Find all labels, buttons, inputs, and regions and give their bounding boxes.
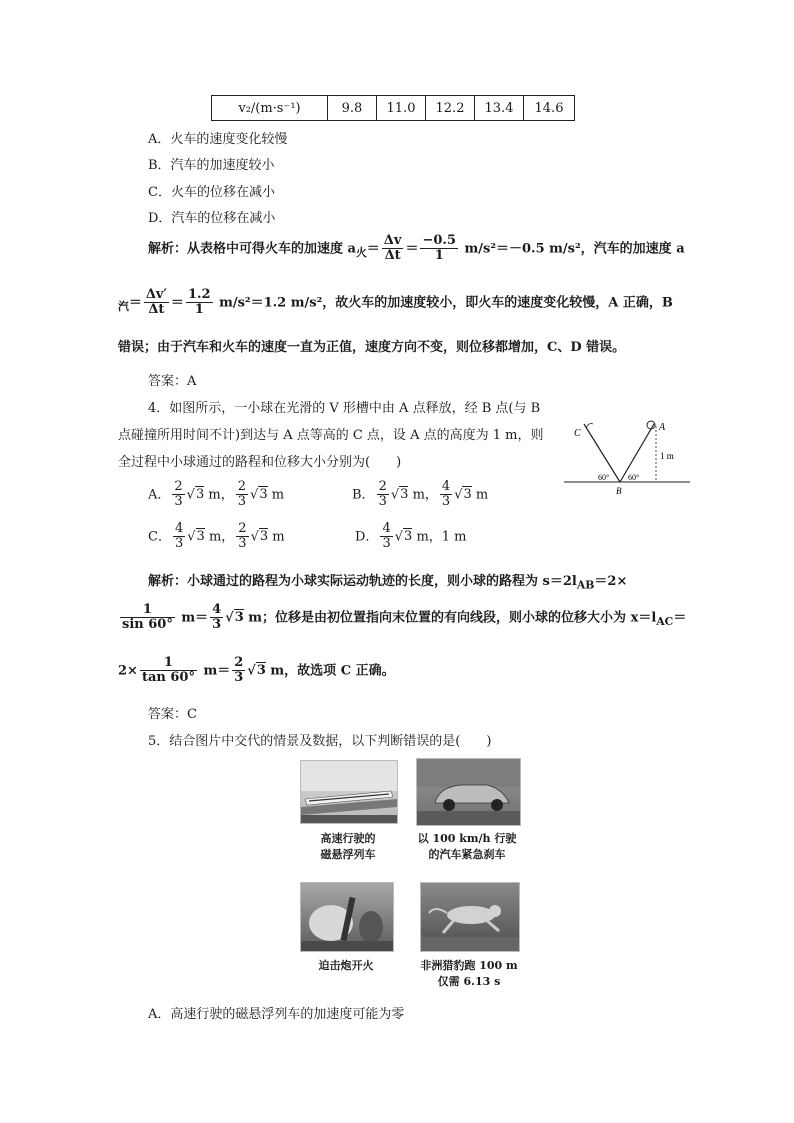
fraction <box>382 234 404 264</box>
q3-answer: 答案：A <box>148 374 197 389</box>
subscript: AB <box>576 578 595 592</box>
radicand: 3 <box>256 663 266 679</box>
fraction <box>186 288 213 318</box>
denominator: 3 <box>382 536 391 552</box>
caption-mortar <box>300 958 392 974</box>
q3-analysis-line-1: 解析：从表格中可得火车的加速度 $a_火=$ $\frac{\Delta v}{\Delta t}$ ＝ $\frac{-0.5}{1}$ m/s²＝－0.5 m/s²，汽车的加速度 a <box>148 233 685 264</box>
caption-line: 仅需 6.13 s <box>437 975 501 988</box>
fraction <box>236 522 248 552</box>
maglev-train-image <box>301 761 397 823</box>
subscript: 汽 <box>118 299 129 313</box>
table-cell: 13.4 <box>475 96 524 121</box>
label-angle-right: 60° <box>628 473 640 482</box>
label-b: B <box>616 486 622 496</box>
caption-line: 迫击炮开火 <box>318 959 374 972</box>
analysis-text: m/s²＝1.2 m/s²，故火车的加速度较小，即火车的速度变化较慢，A 正确，B <box>219 295 673 311</box>
label-c: C <box>574 428 581 439</box>
unit: m <box>475 487 489 503</box>
q3-option-c: C．火车的位移在减小 <box>148 185 275 200</box>
caption-cheetah <box>412 958 526 990</box>
q3-option-a: A．火车的速度变化较慢 <box>148 132 288 147</box>
q3-option-d: D．汽车的位移在减小 <box>148 211 276 226</box>
denominator: 3 <box>441 494 451 510</box>
car-braking-image <box>417 759 520 825</box>
option-tail: m，1 m <box>416 529 467 545</box>
q3-option-b: B．汽车的加速度较小 <box>148 158 275 173</box>
table-header-cell: v₂/(m·s⁻¹) <box>212 96 328 121</box>
numerator: Δv <box>383 233 402 248</box>
fraction <box>420 234 458 264</box>
numerator: 1.2 <box>187 287 211 302</box>
analysis-text: m/s²＝－0.5 m/s²，汽车的加速度 a <box>464 241 685 257</box>
fraction <box>210 603 223 633</box>
q5-option-a: A．高速行驶的磁悬浮列车的加速度可能为零 <box>148 1007 405 1022</box>
q4-stem-line-2: 点碰撞所用时间不计)到达与 A 点等高的 C 点，设 A 点的高度为 1 m，则 <box>118 428 544 443</box>
denominator: 3 <box>237 494 247 510</box>
q3-analysis-line-2: $_汽$＝ $\frac{\Delta v'}{\Delta t}$ ＝ $\frac{1.2}{1}$ m/s²＝1.2 m/s²，故火车的加速度较小，即火车的速度变化较慢，A 正确，B <box>118 287 673 318</box>
caption-maglev <box>300 831 396 863</box>
q4-stem-line-1: 4．如图所示，一小球在光滑的 V 形槽中由 A 点释放，经 B 点(与 B <box>148 401 541 416</box>
caption-line: 高速行驶的 <box>320 832 376 845</box>
radicand: 3 <box>259 487 268 503</box>
analysis-text: ＝ <box>673 610 687 626</box>
fraction <box>172 480 184 510</box>
label-height: 1 m <box>660 451 674 461</box>
denominator: 1 <box>194 302 204 318</box>
radicand: 3 <box>463 487 472 503</box>
q3-analysis-line-3: 错误；由于汽车和火车的速度一直为正值，速度方向不变，则位移都增加，C、D 错误。 <box>118 340 626 355</box>
numerator: 4 <box>212 602 222 617</box>
numerator: 2 <box>234 655 244 670</box>
denominator: tan 60° <box>141 670 195 686</box>
caption-line: 以 100 km/h 行驶 <box>417 832 517 845</box>
unit: m <box>272 529 285 545</box>
fraction <box>120 603 175 633</box>
cheetah-image <box>421 883 519 951</box>
table-cell: 9.8 <box>328 96 377 121</box>
numerator: 1 <box>140 656 197 671</box>
analysis-text: 解析：从表格中可得火车的加速度 a <box>148 241 356 257</box>
denominator: 3 <box>234 670 244 686</box>
numerator: 2 <box>238 521 247 536</box>
radicand: 3 <box>259 529 269 545</box>
q4-analysis-line-1 <box>148 570 627 592</box>
numerator: 2 <box>174 479 183 494</box>
denominator: 3 <box>212 617 222 633</box>
subscript: 火 <box>355 245 367 259</box>
ball-path-arc <box>586 424 593 429</box>
radicand: 3 <box>195 487 205 503</box>
fraction <box>140 656 197 686</box>
q4-option-b: B． $\frac{2}{3}$ √3 m， $\frac{4}{3}$ √3 m <box>352 479 489 510</box>
option-label: D． <box>355 529 379 545</box>
analysis-text: ＝2× <box>594 574 628 589</box>
fraction <box>173 522 185 552</box>
cheetah-photo <box>420 882 520 952</box>
analysis-text: m，故选项 C 正确。 <box>270 663 395 679</box>
analysis-text: m＝ <box>203 663 231 679</box>
q4-analysis-line-3: 2× $\frac{1}{\tan 60^\circ}$ m＝ $\frac{2}{3}$ √3 m，故选项 C 正确。 <box>118 655 395 686</box>
denominator: sin 60° <box>122 617 173 633</box>
fraction <box>380 522 392 552</box>
table-cell: 14.6 <box>524 96 575 121</box>
fraction <box>144 288 169 318</box>
label-angle-left: 60° <box>598 473 610 482</box>
radicand: 3 <box>196 529 205 545</box>
table-cell: 11.0 <box>377 96 426 121</box>
analysis-text: m；位移是由初位置指向末位置的有向线段，则小球的位移大小为 x＝l <box>248 610 657 626</box>
fraction <box>232 656 245 686</box>
option-label: A． <box>148 487 171 503</box>
subscript: AC <box>656 614 674 628</box>
radicand: 3 <box>400 487 409 503</box>
q4-option-c: C． $\frac{4}{3}$ √3 m， $\frac{2}{3}$ √3 m <box>148 521 285 552</box>
q4-answer: 答案：C <box>148 707 197 722</box>
q4-option-d: D． $\frac{4}{3}$ √3 m，1 m <box>355 521 467 552</box>
analysis-text: 2× <box>118 663 138 679</box>
unit: m <box>412 487 425 503</box>
caption-line: 的汽车紧急刹车 <box>428 848 506 861</box>
q4-stem-line-3: 全过程中小球通过的路程和位移大小分别为( ) <box>118 455 402 470</box>
fraction <box>377 480 389 510</box>
q4-option-a: A． $\frac{2}{3}$ √3 m， $\frac{2}{3}$ √3 m <box>148 479 285 510</box>
car-braking-photo <box>416 758 521 826</box>
denominator: 3 <box>238 536 247 552</box>
numerator: 1 <box>120 603 175 618</box>
numerator: 4 <box>441 479 451 494</box>
radicand: 3 <box>234 610 244 626</box>
unit: m <box>271 487 285 503</box>
denominator: 3 <box>174 536 184 552</box>
speed-table <box>211 95 575 121</box>
option-label: C． <box>148 529 171 545</box>
numerator: 2 <box>237 479 247 494</box>
label-a: A <box>659 422 666 433</box>
radicand: 3 <box>404 529 413 545</box>
caption-line: 非洲猎豹跑 100 m <box>420 959 518 972</box>
analysis-text: 解析：小球通过的路程为小球实际运动轨迹的长度，则小球的路程为 s＝2l <box>148 574 577 589</box>
numerator: Δv′ <box>145 287 167 302</box>
unit: m <box>208 487 221 503</box>
denominator: 3 <box>378 494 387 510</box>
caption-car <box>412 831 522 863</box>
numerator: 2 <box>378 479 387 494</box>
table-row <box>212 96 575 121</box>
q4-analysis-line-2: $\frac{1}{\sin 60^\circ}$ m＝ $\frac{4}{3}$ √3 m；位移是由初位置指向末位置的有向线段，则小球的位移大小为 $x=l_{AC}=$ <box>122 602 687 633</box>
v-groove-diagram <box>562 414 692 500</box>
denominator: 1 <box>434 248 444 264</box>
caption-line: 磁悬浮列车 <box>320 848 376 861</box>
table-cell: 12.2 <box>426 96 475 121</box>
numerator: −0.5 <box>422 233 456 248</box>
numerator: 4 <box>382 521 391 536</box>
analysis-text: m＝ <box>181 610 209 626</box>
fraction <box>236 480 248 510</box>
denominator: 3 <box>174 494 183 510</box>
numerator: 4 <box>174 521 184 536</box>
unit: m <box>208 529 222 545</box>
mortar-photo <box>300 882 394 952</box>
fraction <box>440 480 452 510</box>
denominator: Δt <box>148 302 165 318</box>
q5-stem: 5．结合图片中交代的情景及数据，以下判断错误的是( ) <box>148 734 492 749</box>
denominator: Δt <box>384 248 401 264</box>
option-label: B． <box>352 487 375 503</box>
maglev-train-photo <box>300 760 398 824</box>
mortar-image <box>301 883 393 951</box>
